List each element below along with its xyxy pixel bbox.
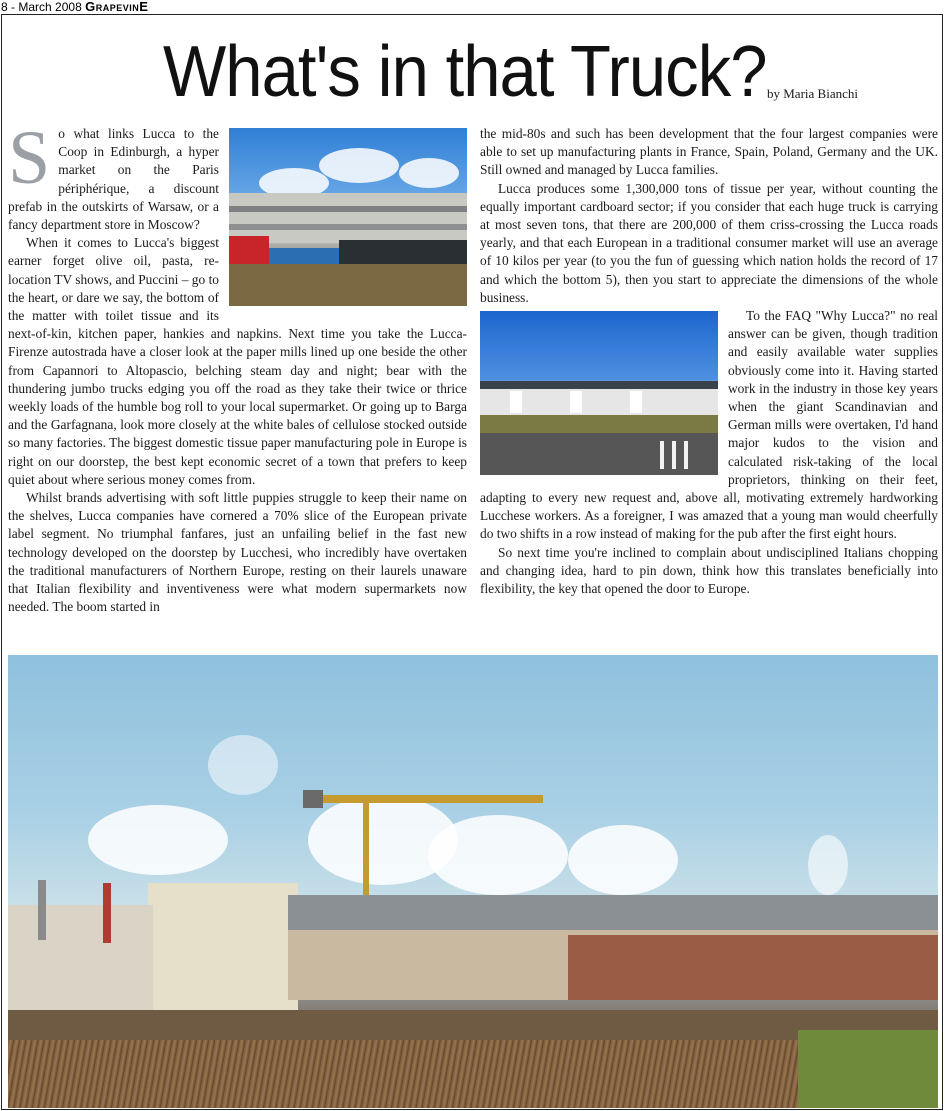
right-column	[480, 125, 938, 598]
publication-name: GrapevinE	[85, 0, 149, 14]
page-number: 8	[1, 0, 8, 14]
factory-panorama-photo	[8, 655, 938, 1108]
warehouse-photo	[480, 311, 718, 475]
paragraph: Whilst brands advertising with soft little puppies struggle to keep their name on the shelves, Lucca companies have cornered a 70% slice of the European private label segment. No triumphal fanfares, just an unfailing belief in the fast new technology developed on the doorstep by Lucchesi, who incredibly have overtaken the traditional manufacturers of Northern Europe, resting on their laurels unaware that Italian flexibility and inventiveness were what modern supermarkets now needed. The boom started in	[8, 490, 467, 615]
left-column	[8, 116, 467, 616]
paragraph: To the FAQ "Why Lucca?" no real answer can be given, though tradition and easily available water supplies obviously come into it. Having started work in the industry in those key years when the giant Scandinavian and German mills were overtaken, I'd hand major kudos to the vision and calculated risk-taking of the local proprietors, thinking on their feet, adapting to every new request and, above all, motivating extremely hardworking Lucchese workers. As a foreigner, I was amazed that a young man would cheerfully do two shifts in a row instead of making for the pub after the first eight hours.	[480, 308, 938, 542]
paragraph: When it comes to Lucca's biggest earner forget olive oil, pasta, re-location TV shows, and Puccini – go to the heart, or dare we say, the bottom of the matter with toilet tissue and its next-of-kin, kitchen paper, hankies and napkins. Next time you take the Lucca-Firenze autostrada have a closer look at the paper mills lined up one beside the other from Capannori to Altopascio, belching steam day and night; bear with the thundering jumbo trucks edging you off the road as they take their twice or thrice weekly loads of the humble bog roll to your local supermarket. Or going up to Barga and the Garfagnana, look more closely at the white bales of cellulose stocked outside so many factories. The biggest domestic tissue paper manufacturing pole in Europe is right on our doorstep, the best kept economic secret of a town that prefers to keep quiet about where serious money comes from.	[8, 235, 467, 487]
article-title: What's in that Truck?	[163, 32, 767, 112]
page-header	[0, 0, 148, 14]
paragraph: the mid-80s and such has been development that the four largest companies were able to set up manufacturing plants in France, Spain, Poland, Germany and the UK. Still owned and managed by Lucca families.	[480, 126, 938, 178]
byline: by Maria Bianchi	[767, 86, 858, 101]
paper-mill-photo	[229, 128, 467, 306]
paragraph: Lucca produces some 1,300,000 tons of tissue per year, without counting the equally important cardboard sector; if you consider that each huge truck is carrying at most seven tons, that there are 200,000 of them criss-crossing the Lucca roads yearly, and that each European in a traditional consumer market will use an average of 10 kilos per year (to you the fun of guessing which nation holds the record of 17 and which the bottom 5), then you start to appreciate the dimensions of the whole business.	[480, 180, 938, 305]
issue-date: March 2008	[18, 0, 82, 14]
header-separator: -	[11, 0, 16, 14]
paragraph: o what links Lucca to the Coop in Edinburgh, a hyper market on the Paris périphérique, a discount prefab in the outskirts of Warsaw, or a fancy department store in Moscow?	[8, 126, 219, 233]
paragraph: So next time you're inclined to complain about undisciplined Italians chopping and changing idea, hard to pin down, think how this translates beneficially into flexibility, the key that opened the door to Europe.	[480, 544, 938, 597]
drop-cap: S	[8, 116, 51, 200]
